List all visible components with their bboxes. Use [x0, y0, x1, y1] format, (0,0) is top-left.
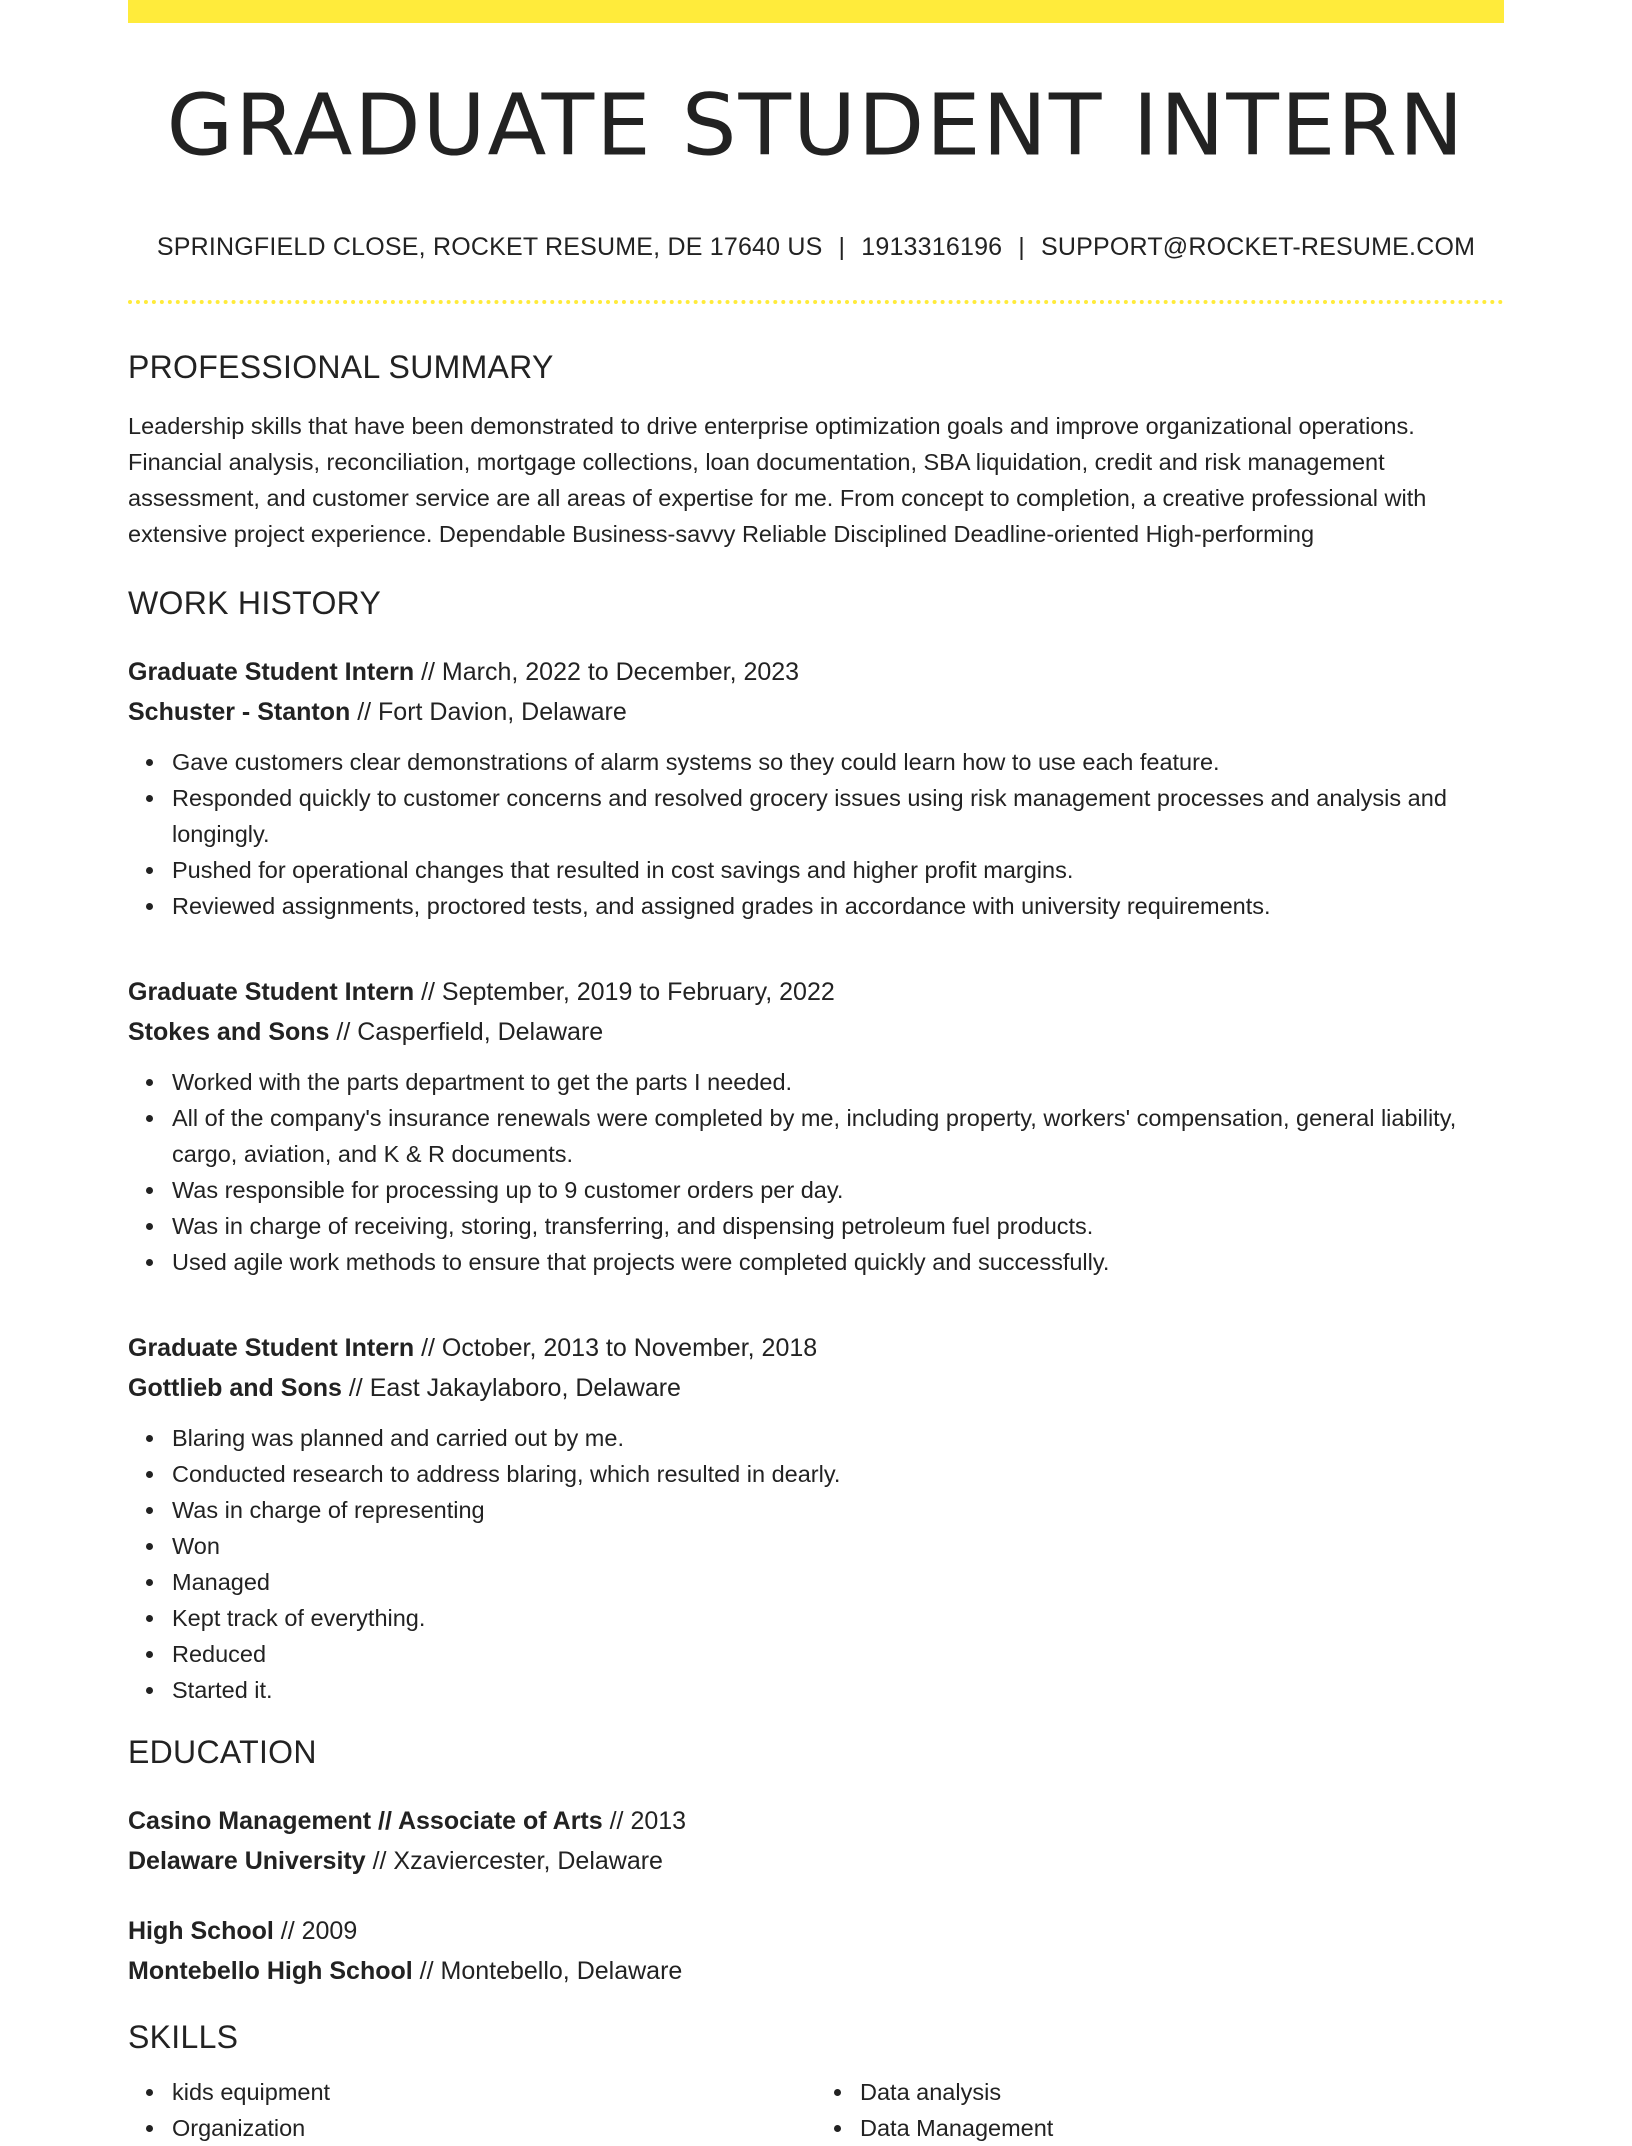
job-employer	[128, 1012, 1504, 1052]
accent-bar	[128, 0, 1504, 23]
job-heading	[128, 1328, 1504, 1368]
list-item: Kept track of everything.	[172, 1600, 1504, 1636]
job-role: Graduate Student Intern	[128, 658, 415, 686]
resume-page	[128, 0, 1504, 2146]
job-bullets	[128, 744, 1504, 924]
list-item: kids equipment	[172, 2074, 816, 2110]
job-location: // Fort Davion, Delaware	[350, 698, 627, 726]
list-item: Won	[172, 1528, 1504, 1564]
section-title-education: EDUCATION	[128, 1734, 317, 1770]
section-title-skills: SKILLS	[128, 2019, 239, 2055]
education-heading	[128, 1801, 1504, 1841]
skills-list-right	[816, 2074, 1504, 2146]
job-company: Stokes and Sons	[128, 1018, 330, 1046]
job-company: Schuster - Stanton	[128, 698, 351, 726]
education-school-line	[128, 1951, 1504, 1991]
job-location: // Casperfield, Delaware	[329, 1018, 604, 1046]
education-school: Montebello High School	[128, 1957, 413, 1985]
job-entry	[128, 972, 1504, 1280]
job-company: Gottlieb and Sons	[128, 1374, 342, 1402]
job-role: Graduate Student Intern	[128, 1334, 415, 1362]
contact-separator: |	[838, 233, 846, 261]
education-heading	[128, 1911, 1504, 1951]
list-item: Pushed for operational changes that resulted in cost savings and higher profit margins.	[172, 852, 1504, 888]
job-entry	[128, 652, 1504, 924]
list-item: Was in charge of representing	[172, 1492, 1504, 1528]
list-item: Worked with the parts department to get the parts I needed.	[172, 1064, 1504, 1100]
education-school: Delaware University	[128, 1847, 366, 1875]
job-heading	[128, 652, 1504, 692]
job-dates: // October, 2013 to November, 2018	[414, 1334, 818, 1362]
list-item: Was in charge of receiving, storing, transferring, and dispensing petroleum fuel products.	[172, 1208, 1504, 1244]
contact-phone: 1913316196	[861, 233, 1003, 261]
list-item: Organization	[172, 2110, 816, 2146]
dotted-divider	[128, 300, 1504, 304]
education-entry	[128, 1911, 1504, 1991]
list-item: Reviewed assignments, proctored tests, and assigned grades in accordance with university requirements.	[172, 888, 1504, 924]
list-item: Blaring was planned and carried out by me.	[172, 1420, 1504, 1456]
job-location: // East Jakaylaboro, Delaware	[341, 1374, 681, 1402]
education-location: // Montebello, Delaware	[412, 1957, 683, 1985]
list-item: All of the company's insurance renewals were completed by me, including property, workers' compensation, general liability, cargo, aviation, and K & R documents.	[172, 1100, 1504, 1172]
education-year: // 2009	[273, 1917, 358, 1945]
section-title-work-history: WORK HISTORY	[128, 585, 382, 621]
list-item: Managed	[172, 1564, 1504, 1600]
list-item: Data Management	[860, 2110, 1504, 2146]
contact-email: SUPPORT@ROCKET-RESUME.COM	[1041, 233, 1476, 261]
job-employer	[128, 692, 1504, 732]
education-entry	[128, 1801, 1504, 1881]
job-employer	[128, 1368, 1504, 1408]
job-bullets	[128, 1420, 1504, 1708]
education-degree: High School	[128, 1917, 274, 1945]
skills-list-left	[128, 2074, 816, 2146]
education-location: // Xzaviercester, Delaware	[365, 1847, 663, 1875]
contact-separator: |	[1018, 233, 1025, 261]
section-title-summary: PROFESSIONAL SUMMARY	[128, 349, 554, 385]
contact-line	[128, 233, 1504, 262]
job-dates: // March, 2022 to December, 2023	[414, 658, 800, 686]
list-item: Reduced	[172, 1636, 1504, 1672]
list-item: Data analysis	[860, 2074, 1504, 2110]
job-dates: // September, 2019 to February, 2022	[414, 978, 835, 1006]
list-item: Used agile work methods to ensure that projects were completed quickly and successfully.	[172, 1244, 1504, 1280]
education-school-line	[128, 1841, 1504, 1881]
contact-address: SPRINGFIELD CLOSE, ROCKET RESUME, DE 17640 US	[156, 233, 823, 261]
summary-text: Leadership skills that have been demonstrated to drive enterprise optimization goals and improve organizational operations. Financial analysis, reconciliation, mortgage collections, loan documentation, SBA liquidation, credit and risk management assessment, and customer service are all areas of expertise for me. From concept to completion, a creative professional with extensive project experience. Dependable Business-savvy Reliable Disciplined Deadline-oriented High-performing	[128, 413, 1427, 547]
list-item: Responded quickly to customer concerns and resolved grocery issues using risk management processes and analysis and longingly.	[172, 780, 1504, 852]
list-item: Conducted research to address blaring, which resulted in dearly.	[172, 1456, 1504, 1492]
skills-grid	[128, 2074, 1504, 2146]
job-role: Graduate Student Intern	[128, 978, 415, 1006]
list-item: Gave customers clear demonstrations of alarm systems so they could learn how to use each feature.	[172, 744, 1504, 780]
education-degree: Casino Management // Associate of Arts	[128, 1807, 603, 1835]
job-entry	[128, 1328, 1504, 1708]
list-item: Started it.	[172, 1672, 1504, 1708]
education-year: // 2013	[602, 1807, 687, 1835]
list-item: Was responsible for processing up to 9 customer orders per day.	[172, 1172, 1504, 1208]
job-bullets	[128, 1064, 1504, 1280]
job-heading	[128, 972, 1504, 1012]
candidate-name: GRADUATE STUDENT INTERN	[166, 77, 1466, 175]
